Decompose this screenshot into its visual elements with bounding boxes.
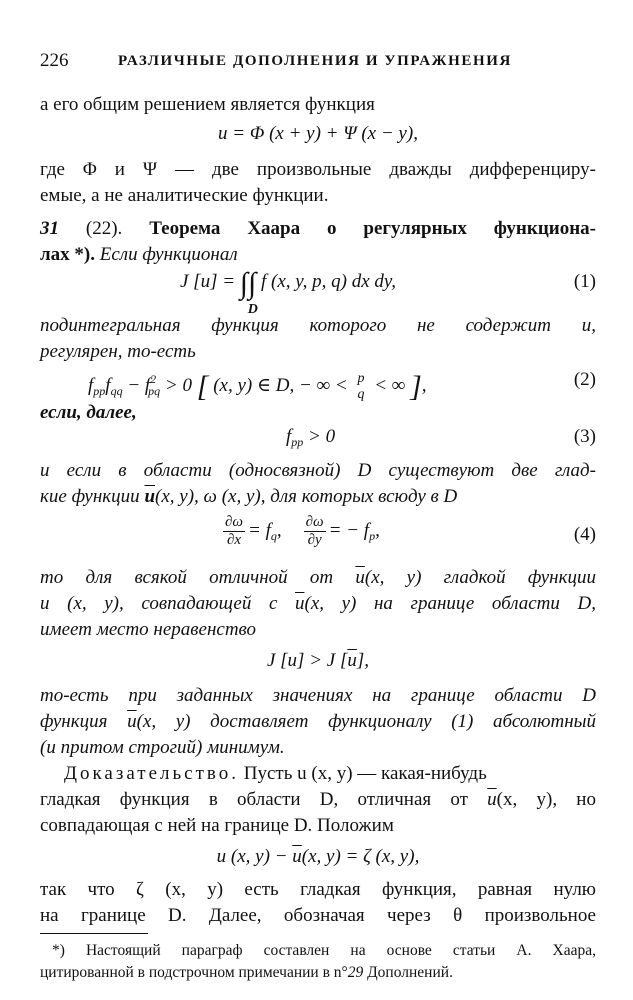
text-line: так что ζ (x, y) есть гладкая функция, равная нулю [40,879,596,900]
text-line: если, далее, [40,402,137,423]
u-bar: $\overline{u}$ [355,567,365,588]
u-bar: $\overline{u}$ [295,593,305,614]
section-number: 31 [40,218,59,239]
text-line: u (x, y), совпадающей с $\overline{u}(x$, y) на границе области D, [40,593,596,614]
footnote-line: цитированной в подстрочном примечании в n°29 Дополнений. [40,964,453,981]
text-line: совпадающая с ней на границе D. Положим [40,815,394,836]
equation-number: (1) [573,271,596,292]
page-header [40,50,600,74]
text-line: (и притом строгий) минимум. [40,737,285,758]
text-line: где Φ и Ψ — две произвольные дважды дифференциру- [40,159,596,180]
fraction-domega-dy: $\frac{\partial\omega}{\partial y}$ [305,514,324,548]
equation-4: $\frac{\partial\omega}{\partial x}$ = $f_q$, $\frac{\partial\omega}{\partial y}$ = − $f_p$, (4) [225,514,596,548]
equation-number: (4) [573,524,596,545]
text-line: то для всякой отличной от $\overline{u}(x$, y) гладкой функции [40,567,596,588]
equation-2: $f_{pp}f_{qq} - f^2_{pq} > 0$ [ (x, y) ∈ D, − ∞ < p q < ∞ ], (2) [88,369,596,403]
bracket-left: [ [196,370,209,403]
equation-number: (2) [573,369,596,390]
u-bar: $\overline{u}$ [292,846,302,867]
u-bar: $\overline{u}$ [347,650,357,671]
u-bar: $\overline{u}$ [127,711,137,732]
running-title: РАЗЛИЧНЫЕ ДОПОЛНЕНИЯ И УПРАЖНЕНИЯ [118,53,512,69]
integral-domain: D [247,302,258,317]
text-fragment: Если функционал [99,244,238,265]
double-integral-sign: ∫∫ D [240,267,256,300]
fraction-p-q: p q [357,370,365,402]
text-line: регулярен, то-есть [40,341,196,362]
section-reference: (22). [85,218,123,239]
text-line: и если в области (односвязной) D существуют две глад- [40,460,596,481]
text-line: имеет место неравенство [40,619,257,640]
footnote-line: *) Настоящий параграф составлен на основе статьи А. Хаара, [52,942,596,959]
equation-zeta: u (x, $y) - \overline{u}(x$, y) = ζ (x, y), [216,846,420,867]
equation-1 [40,258,596,317]
text-line: емые, а не аналитические функции. [40,185,329,206]
bracket-right: ] [410,370,422,403]
footnote-rule [40,933,148,934]
text-line: функция $\overline{u}(x$, y) доставляет функционалу (1) абсолютный [40,711,596,732]
inequality: J [u] > J $[\overline{u}]$, [266,650,370,671]
text-line: подинтегральная функция которого не содержит u, [40,315,596,336]
section-heading [40,216,596,242]
section-title: Теорема Хаара о регулярных функциона- [149,218,596,239]
page-number: 226 [40,50,69,71]
eq-fragment: f (x, y, p, q) dx dy, [260,271,397,292]
eq-fragment: J [u] = [180,271,236,292]
proof-label: Доказательство. [64,763,239,784]
u-bar: $\overline{u}$ [487,789,497,810]
equation-general-solution: u = Φ (x + y) + Ψ (x − y), [218,123,418,144]
text-line: а его общим решением является функция [40,94,375,115]
fraction-domega-dx: $\frac{\partial\omega}{\partial x}$ [225,514,244,548]
section-title-end: лах *). [40,244,95,265]
equation-number: (3) [573,426,596,447]
u-bar: $\overline{u}$ [144,486,156,507]
text-line: на границе D. Далее, обозначая через θ произвольное [40,905,596,926]
proof-start: Доказательство. Пусть u (x, y) — какая-нибудь [64,763,487,784]
text-line: гладкая функция в области D, отличная от $\overline{u}(x$, y), но [40,789,596,810]
text-line: то-есть при заданных значениях на границе области D [40,685,596,706]
text-line: кие функции $\overline{u}(x$, y), ω (x, y), для которых всюду в D [40,486,458,507]
book-page: 226 РАЗЛИЧНЫЕ ДОПОЛНЕНИЯ И УПРАЖНЕНИЯ а его общим решением является функция u = Φ (x + y) + Ψ (x − y), где Φ и Ψ — две произвольные дважды дифференциру- емые, а не аналитические функции. 31 (22). Теорема Хаара о регулярных функциона- лах *). Если функционал J [u] = ∫∫ D f (x, y, p, q) dx dy, (1) подинтегральная функция которого не содержит u, регулярен, то-есть $f_{pp}f_{qq} - f^2_{pq} > 0$ [ (x, y) ∈ D, − ∞ < p q < ∞ ], (2) если, далее, $f_{pp} > 0$ (3) и если в области (односвязной) D существуют две глад- кие функции $\overline{u}(x$, y), ω (x, y), для которых всюду в D $\frac{\partial\omega}{\partial x}$ = $f_q$, $\frac{\partial\omega}{\partial y}$ = − $f_p$, (4) то для всякой отличной от $\overline{u}(x$, y) гладкой функции u (x, y), совпадающей с $\overline{u}(x$, y) на границе области D, имеет место неравенство J [u] > J $[\overline{u}]$, то-есть при заданных значениях на границе области D функция $\overline{u}(x$, y) доставляет функционалу (1) абсолютный (и притом строгий) минимум. Доказательство. Пусть u (x, y) — какая-нибудь гладкая функция в области D, отличная от $\overline{u}(x$, y), но совпадающая с ней на границе D. Положим u (x, $y) - \overline{u}(x$, y) = ζ (x, y), так что ζ (x, y) есть гладкая функция, равная нулю на границе D. Далее, обозначая через θ произвольное *) Настоящий параграф составлен на основе статьи А. Хаара, цитированной в подстрочном примечании в n°29 Дополнений. [0,0,633,1000]
